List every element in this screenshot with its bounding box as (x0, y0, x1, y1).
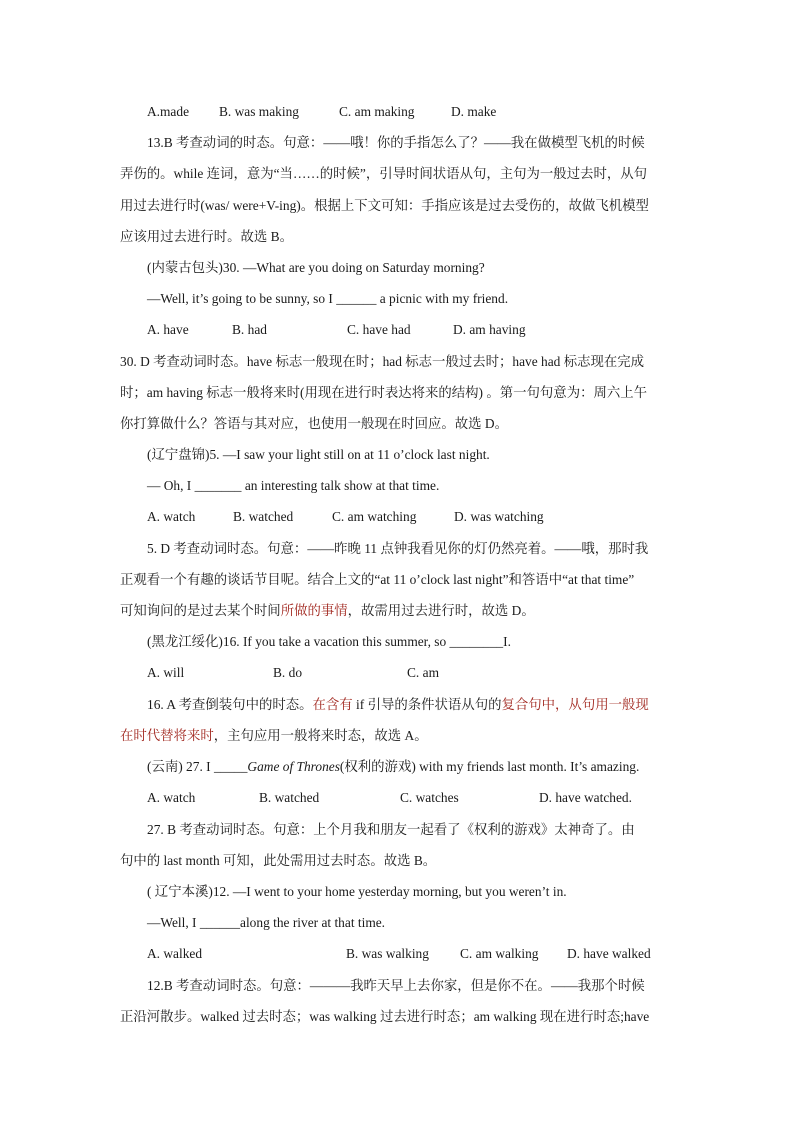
option-b: B. watched (259, 790, 320, 805)
option-b: B. watched (233, 509, 294, 524)
question-text: (权利的游戏) with my friends last month. It’s amazing. (339, 759, 640, 774)
explanation-5-line-1: 5. D 考查动词时态。句意：——昨晚 11 点钟我看见你的灯仍然亮着。——哦，那时我 (147, 541, 649, 556)
explanation-text: 16. A 考查倒装句中的时态。 (147, 697, 313, 712)
explanation-5-line-2: 正观看一个有趣的谈话节目呢。结合上文的“at 11 o’clock last night”和答语中“at that time” (120, 572, 635, 587)
title-italic: Game of Thrones (247, 759, 340, 774)
option-c: C. am making (339, 104, 415, 119)
question-5-line-2: — Oh, I _______ an interesting talk show at that time. (147, 478, 440, 493)
highlighted-text: 在时代替将来时 (120, 728, 214, 743)
question-12-line-2: —Well, I ______along the river at that time. (147, 915, 386, 930)
explanation-text: 可知询问的是过去某个时间 (120, 603, 281, 618)
option-a: A. will (147, 665, 185, 680)
option-c: C. am (407, 665, 439, 680)
explanation-27-line-1: 27. B 考查动词时态。句意：上个月我和朋友一起看了《权利的游戏》太神奇了。由 (147, 822, 635, 837)
question-30-line-1: (内蒙古包头)30. —What are you doing on Saturday morning? (147, 260, 485, 275)
option-a: A. watch (147, 509, 196, 524)
explanation-12-line-1: 12.B 考查动词时态。句意：———我昨天早上去你家，但是你不在。——我那个时候 (147, 978, 645, 993)
option-c: C. watches (400, 790, 459, 805)
explanation-text: ，主句应用一般将来时态，故选 A。 (213, 728, 428, 743)
explanation-30-line-1: 30. D 考查动词时态。have 标志一般现在时；had 标志一般过去时；have had 标志现在完成 (120, 354, 645, 369)
question-27-line-1 (147, 757, 639, 777)
explanation-13-line-2: 弄伤的。while 连词，意为“当……的时候”，引导时间状语从句，主句为一般过去时，从句 (120, 166, 648, 181)
option-c: C. am watching (332, 509, 417, 524)
option-d: D. am having (453, 322, 526, 337)
explanation-12-line-2: 正沿河散步。walked 过去时态；was walking 过去进行时态；am walking 现在进行时态;have (120, 1009, 650, 1024)
question-12-line-1: ( 辽宁本溪)12. —I went to your home yesterday morning, but you weren’t in. (147, 884, 567, 899)
option-b: B. had (232, 322, 267, 337)
explanation-text: ，故需用过去进行时，故选 D。 (347, 603, 535, 618)
highlighted-text: 所做的事情 (280, 603, 348, 618)
explanation-13-line-1: 13.B 考查动词的时态。句意：——哦！你的手指怎么了？——我在做模型飞机的时候 (147, 135, 645, 150)
explanation-16-line-1 (147, 695, 649, 715)
option-a: A. watch (147, 790, 196, 805)
option-a: A. have (147, 322, 189, 337)
option-b: B. do (273, 665, 303, 680)
option-c: C. have had (347, 322, 411, 337)
explanation-5-line-3 (120, 601, 535, 621)
option-a: A.made (147, 104, 190, 119)
option-b: B. was making (219, 104, 299, 119)
option-d: D. have walked (567, 946, 651, 961)
option-c: C. am walking (460, 946, 539, 961)
question-5-line-1: (辽宁盘锦)5. —I saw your light still on at 11 o’clock last night. (147, 447, 490, 462)
option-d: D. have watched. (539, 790, 632, 805)
explanation-30-line-2: 时；am having 标志一般将来时(用现在进行时表达将来的结构) 。第一句句意为：周六上午 (120, 385, 648, 400)
option-d: D. was watching (454, 509, 544, 524)
question-30-line-2: —Well, it’s going to be sunny, so I ______ a picnic with my friend. (147, 291, 509, 306)
explanation-text: if 引导的条件状语从句的 (352, 697, 502, 712)
highlighted-text: 复合句中，从句用一般现 (501, 697, 649, 712)
explanation-16-line-2 (120, 726, 428, 746)
option-a: A. walked (147, 946, 203, 961)
explanation-13-line-4: 应该用过去进行时。故选 B。 (120, 229, 293, 244)
explanation-13-line-3: 用过去进行时(was/ were+V-ing)。根据上下文可知：手指应该是过去受伤的，故做飞机模型 (120, 198, 649, 213)
explanation-27-line-2: 句中的 last month 可知，此处需用过去时态。故选 B。 (120, 853, 437, 868)
explanation-30-line-3: 你打算做什么？答语与其对应，也使用一般现在时回应。故选 D。 (120, 416, 508, 431)
question-text: (云南) 27. I _____ (147, 759, 248, 774)
highlighted-text: 在含有 (312, 697, 353, 712)
option-b: B. was walking (346, 946, 429, 961)
option-d: D. make (451, 104, 497, 119)
question-16-line-1: (黑龙江绥化)16. If you take a vacation this summer, so ________I. (147, 634, 511, 649)
